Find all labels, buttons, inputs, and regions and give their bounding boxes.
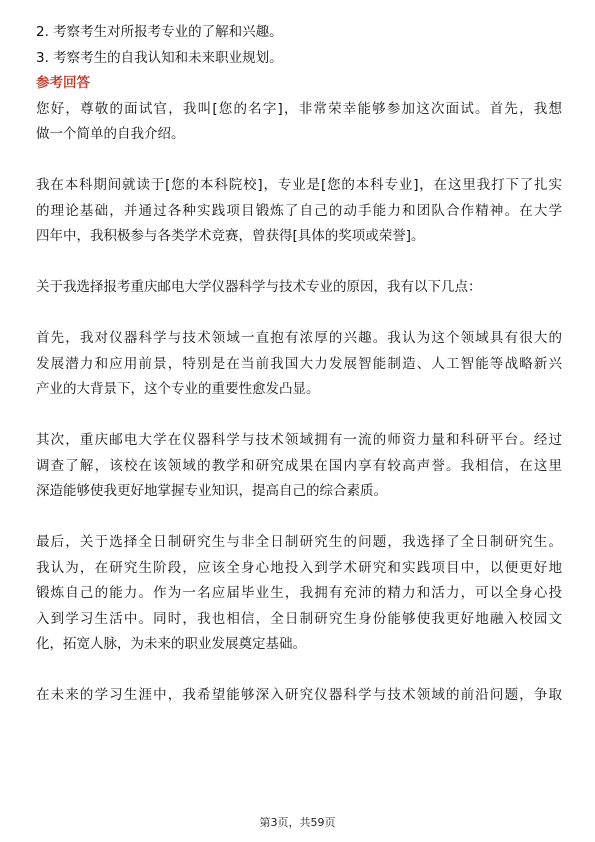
paragraph-line: 产业的大背景下，这个专业的重要性愈发凸显。 (36, 381, 320, 397)
paragraph-line: 首先，我对仪器科学与技术领域一直抱有浓厚的兴趣。我认为这个领域具有很大的 (36, 330, 562, 346)
paragraph-line: 入到学习生活中。同时，我也相信，全日制研究生身份能够使我更好地融入校园文 (36, 610, 562, 627)
paragraph-spacer (36, 250, 562, 276)
paragraph-line: 关于我选择报考重庆邮电大学仪器科学与技术专业的原因，我有以下几点： (36, 279, 482, 295)
page-number: 第3页，共59页 (259, 816, 336, 829)
paragraph-line: 化，拓宽人脉，为未来的职业发展奠定基础。 (36, 636, 306, 652)
paragraph-line: 深造能够使我更好地掌握专业知识，提高自己的综合素质。 (36, 483, 387, 499)
list-item: 3. 考察考生的自我认知和未来职业规划。 (36, 49, 283, 66)
paragraph-line: 其次，重庆邮电大学在仪器科学与技术领域拥有一流的师资力量和科研平台。经过 (36, 432, 562, 448)
paragraph-spacer (36, 505, 562, 531)
paragraph-line: 四年中，我积极参与各类学术竞赛，曾获得[具体的奖项或荣誉]。 (36, 228, 425, 244)
paragraph-line: 我认为，在研究生阶段，应该全身心地投入到学术研究和实践项目中，以便更好地 (36, 559, 562, 576)
paragraph-line: 的理论基础，并通过各种实践项目锻炼了自己的动手能力和团队合作精神。在大学 (36, 202, 562, 219)
section-heading: 参考回答 (36, 75, 90, 91)
paragraph (36, 326, 562, 403)
paragraph-line: 调查了解，该校在该领域的教学和研究成果在国内享有较高声誉。我相信，在这里 (36, 457, 562, 474)
document-body (36, 20, 562, 709)
paragraph (36, 275, 562, 301)
paragraph (36, 428, 562, 505)
paragraph (36, 530, 562, 658)
paragraph (36, 173, 562, 250)
paragraph-spacer (36, 301, 562, 327)
paragraph (36, 97, 562, 148)
paragraph-line: 最后，关于选择全日制研究生与非全日制研究生的问题，我选择了全日制研究生。 (36, 534, 562, 550)
paragraph-line: 发展潜力和应用前景，特别是在当前我国大力发展智能制造、人工智能等战略新兴 (36, 355, 562, 372)
paragraph-line: 我在本科期间就读于[您的本科院校]，专业是[您的本科专业]，在这里我打下了扎实 (36, 177, 562, 193)
paragraph-spacer (36, 403, 562, 429)
paragraph (36, 683, 562, 709)
paragraph-line: 锻炼自己的能力。作为一名应届毕业生，我拥有充沛的精力和活力，可以全身心投 (36, 585, 562, 601)
paragraph-spacer (36, 658, 562, 684)
paragraph-line: 您好，尊敬的面试官，我叫[您的名字]，非常荣幸能够参加这次面试。首先，我想 (36, 100, 562, 117)
paragraph-spacer (36, 148, 562, 174)
list-item: 2. 考察考生对所报考专业的了解和兴趣。 (36, 24, 283, 40)
paragraph-line: 做一个简单的自我介绍。 (36, 126, 185, 142)
paragraph-line: 在未来的学习生涯中，我希望能够深入研究仪器科学与技术领域的前沿问题，争取 (36, 687, 562, 703)
